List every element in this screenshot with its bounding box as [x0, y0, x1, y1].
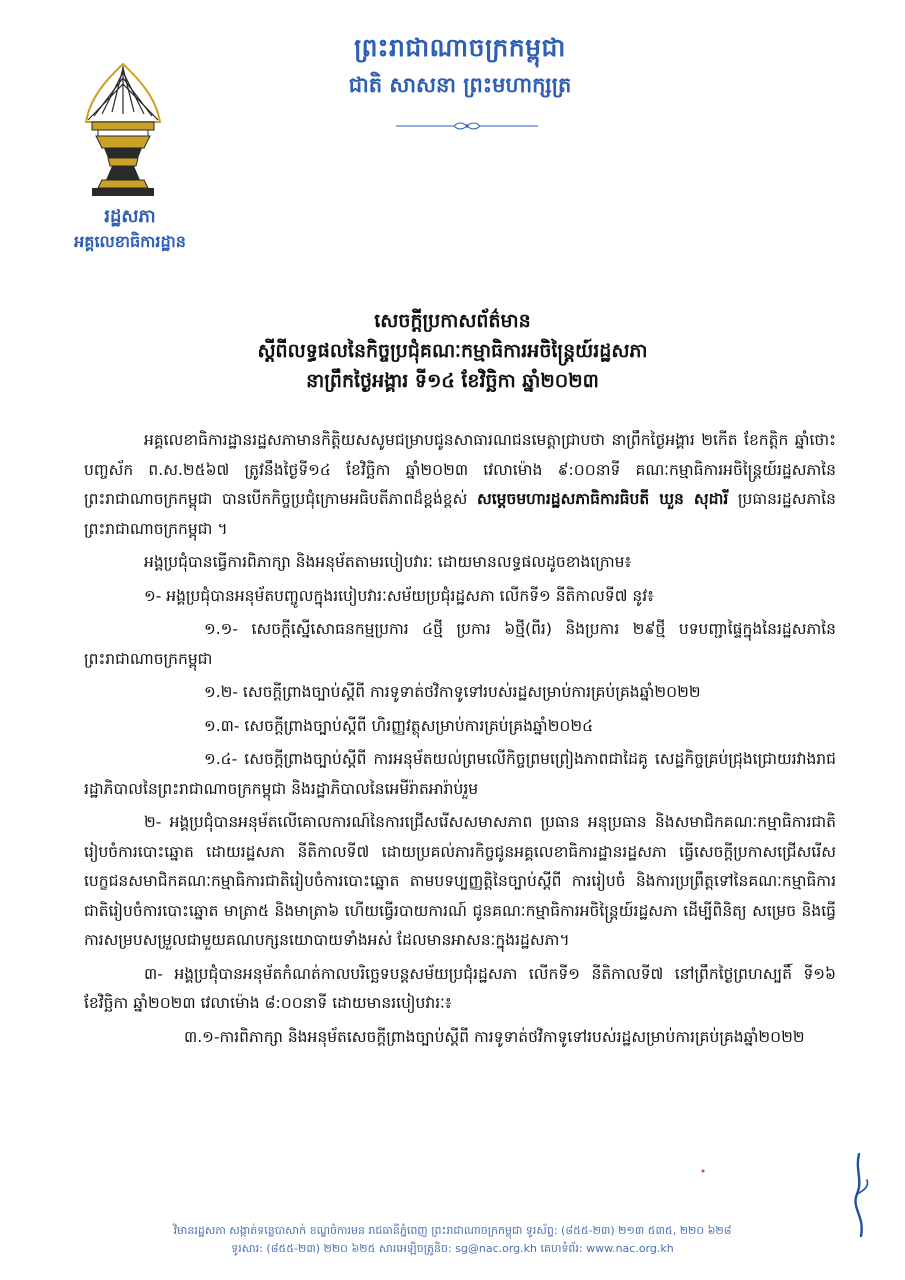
document-title: [120, 306, 785, 396]
item-3-1: ៣.១-ការពិភាក្សា និងអនុម័តសេចក្តីព្រាងច្បាប់ស្តីពី ការទូទាត់ថវិកាទូទៅរបស់រដ្ឋសម្រាប់ការគ្រប់គ្រងឆ្នាំ២០២២: [184, 1027, 805, 1046]
intro-president-name: សម្តេចមហារដ្ឋសភាធិការធិបតី ឃួន សុដារី: [476, 490, 729, 508]
page-footer: [0, 1222, 905, 1258]
intro-text-b: ប្រធានរដ្ឋសភានៃព្រះរាជាណាចក្រកម្ពុជា ។: [84, 490, 837, 538]
footer-contact: ទូរសារ: (៨៥៥-២៣) ២២០ ៦២៥ សារអេឡិចត្រូនិច: sg@nac.org.kh គេហទំព័រ: www.nac.org.kh: [231, 1242, 674, 1255]
item-1-4: ១.៤- សេចក្តីព្រាងច្បាប់ស្តីពី ការអនុម័តយល់ព្រមលើកិច្ចព្រមព្រៀងភាពជាដៃគូ សេដ្ឋកិច្ចគ្រប់ជ្រុងជ្រោយរវាងរាជរដ្ឋាភិបាលនៃព្រះរាជាណាចក្រកម្ពុជា និងរដ្ឋាភិបាលនៃអេមីរ៉ាតអារ៉ាប់រួម: [84, 750, 836, 798]
item-1-1: ១.១- សេចក្តីស្នើសោធនកម្មប្រការ ៤ថ្មី ប្រការ ៦ថ្មី(ពីរ) និងប្រការ ២៩ថ្មី បទបញ្ជាផ្ទៃក្នុងនៃរដ្ឋសភានៃព្រះរាជាណាចក្រកម្ពុជា: [84, 620, 836, 668]
agenda-intro-paragraph: អង្គប្រជុំបានធ្វើការពិភាក្សា និងអនុម័តតាមរបៀបវារៈ ដោយមានលទ្ធផលដូចខាងក្រោម៖: [144, 553, 632, 571]
item-1-2: ១.២- សេចក្តីព្រាងច្បាប់ស្តីពី ការទូទាត់ថវិកាទូទៅរបស់រដ្ឋសម្រាប់ការគ្រប់គ្រងឆ្នាំ២០២២: [204, 683, 701, 701]
item-1-3: ១.៣- សេចក្តីព្រាងច្បាប់ស្តីពី ហិរញ្ញវត្ថុសម្រាប់ការគ្រប់គ្រងឆ្នាំ២០២៤: [204, 716, 594, 735]
ink-dot-icon: [700, 1168, 706, 1174]
department-title: អគ្គលេខាធិការដ្ឋាន: [74, 232, 186, 251]
item-3: ៣- អង្គប្រជុំបានអនុម័តកំណត់កាលបរិច្ឆេទបន្តសម័យប្រជុំរដ្ឋសភា លើកទី១ នីតិកាលទី៧ នៅព្រឹកថ្ងៃព្រហស្បតិ៍ ទី១៦ ខែវិច្ឆិកា ឆ្នាំ២០២៣ វេលាម៉ោង ៨:០០នាទី ដោយមានរបៀបវារៈ៖: [84, 964, 836, 1012]
national-emblem-icon: [82, 62, 164, 202]
kingdom-title: ព្រះរាជាណាចក្រកម្ពុជា: [354, 33, 566, 62]
organization-name: [40, 204, 220, 254]
title-line-2: ស្តីពីលទ្ធផលនៃកិច្ចប្រជុំគណៈកម្មាធិការអចិន្ត្រៃយ៍រដ្ឋសភា: [257, 340, 648, 362]
ornament-divider-icon: [392, 118, 542, 134]
organization-title: រដ្ឋសភា: [104, 206, 156, 227]
intro-paragraph: [84, 426, 836, 544]
footer-address: វិមានរដ្ឋសភា សង្កាត់ទន្លេបាសាក់ ខណ្ឌចំការមន រាជធានីភ្នំពេញ ព្រះរាជាណាចក្រកម្ពុជា ទូរស័ព្ទ: (៨៥៥-២៣) ២១៣ ៥៣៥, ២២០ ៦២៨: [173, 1224, 732, 1237]
title-line-3: នាព្រឹកថ្ងៃអង្គារ ទី១៤ ខែវិច្ឆិកា ឆ្នាំ២០២៣: [306, 370, 599, 392]
document-body: [84, 426, 836, 1056]
title-line-1: សេចក្តីប្រកាសព័ត៌មាន: [374, 310, 531, 332]
item-1: ១- អង្គប្រជុំបានអនុម័តបញ្ចូលក្នុងរបៀបវារៈសម័យប្រជុំរដ្ឋសភា លើកទី១ នីតិកាលទី៧ នូវ៖: [144, 586, 654, 605]
item-2: ២- អង្គប្រជុំបានអនុម័តលើគោលការណ៍នៃការជ្រើសរើសសមាសភាព ប្រធាន អនុប្រធាន និងសមាជិកគណៈកម្មាធិការជាតិរៀបចំការបោះឆ្នោត ដោយរដ្ឋសភា នីតិកាលទី៧ ដោយប្រគល់ភារកិច្ចជូនអគ្គលេខាធិការដ្ឋានរដ្ឋសភា ធ្វើសេចក្តីប្រកាសជ្រើសរើសបេក្ខជនសមាជិកគណៈកម្មាធិការជាតិរៀបចំការបោះឆ្នោត តាមបទប្បញ្ញត្តិនៃច្បាប់ស្តីពី ការរៀបចំ និងការប្រព្រឹត្តទៅនៃគណៈកម្មាធិការជាតិរៀបចំការបោះឆ្នោត មាត្រា៥ និងមាត្រា៦ ហើយធ្វើរបាយការណ៍ ជូនគណៈកម្មាធិការអចិន្ត្រៃយ៍រដ្ឋសភា ដើម្បីពិនិត្យ សម្រេច និងធ្វើការសម្របសម្រួលជាមួយគណបក្សនយោបាយទាំងអស់ ដែលមានអាសនៈក្នុងរដ្ឋសភា។: [84, 813, 836, 949]
national-motto: ជាតិ សាសនា ព្រះមហាក្សត្រ: [348, 73, 572, 97]
intro-text-a: អគ្គលេខាធិការដ្ឋានរដ្ឋសភាមានកិត្តិយសសូមជម្រាបជូនសាធារណជនមេត្តាជ្រាបថា នាព្រឹកថ្ងៃអង្គារ ២កើត ខែកត្តិក ឆ្នាំថោះ បញ្ចស័ក ព.ស.២៥៦៧ ត្រូវនឹងថ្ងៃទី១៤ ខែវិច្ឆិកា ឆ្នាំ២០២៣ វេលាម៉ោង ៩:០០នាទី គណៈកម្មាធិការអចិន្ត្រៃយ៍រដ្ឋសភានៃព្រះរាជាណាចក្រកម្ពុជា បានបើកកិច្ចប្រជុំក្រោមអធិបតីភាពដ៏ខ្ពង់ខ្ពស់: [84, 431, 836, 508]
national-header: [300, 28, 620, 102]
